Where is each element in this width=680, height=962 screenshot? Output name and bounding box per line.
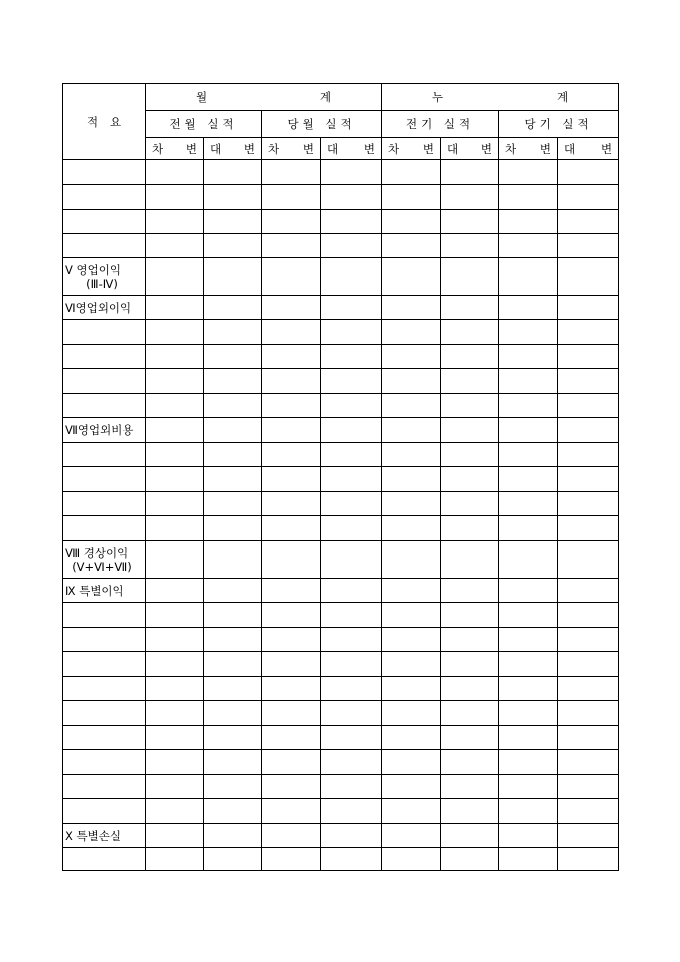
- amount-cell: [321, 579, 382, 603]
- summary-header: 적 요: [63, 84, 146, 160]
- amount-cell: [262, 750, 321, 775]
- this-month-header: 당월 실적: [262, 111, 382, 138]
- amount-cell: [204, 160, 262, 185]
- table-row: [63, 467, 619, 492]
- amount-cell: [204, 701, 262, 726]
- amount-cell: [321, 320, 382, 345]
- amount-cell: [441, 258, 499, 296]
- amount-cell: [382, 258, 441, 296]
- amount-cell: [441, 418, 499, 443]
- amount-cell: [382, 541, 441, 579]
- amount-cell: [558, 516, 619, 541]
- amount-cell: [321, 210, 382, 234]
- amount-cell: [204, 628, 262, 652]
- amount-cell: [262, 320, 321, 345]
- amount-cell: [321, 541, 382, 579]
- amount-cell: [499, 775, 558, 799]
- amount-cell: [262, 345, 321, 369]
- amount-cell: [441, 603, 499, 628]
- prev-month-header: 전월 실적: [146, 111, 262, 138]
- amount-cell: [441, 320, 499, 345]
- amount-cell: [382, 369, 441, 394]
- amount-cell: [321, 185, 382, 210]
- amount-cell: [146, 345, 204, 369]
- amount-cell: [499, 210, 558, 234]
- credit-header: 대 변: [321, 138, 382, 160]
- amount-cell: [499, 652, 558, 677]
- amount-cell: [382, 418, 441, 443]
- amount-cell: [146, 210, 204, 234]
- amount-cell: [558, 160, 619, 185]
- amount-cell: [262, 541, 321, 579]
- row-label: [63, 210, 146, 234]
- amount-cell: [441, 701, 499, 726]
- table-row: [63, 541, 619, 579]
- row-label: Ⅹ 특별손실: [63, 824, 146, 848]
- amount-cell: [146, 296, 204, 320]
- amount-cell: [558, 320, 619, 345]
- amount-cell: [558, 443, 619, 467]
- amount-cell: [146, 628, 204, 652]
- amount-cell: [146, 394, 204, 418]
- amount-cell: [499, 492, 558, 516]
- amount-cell: [262, 418, 321, 443]
- amount-cell: [558, 296, 619, 320]
- amount-cell: [499, 369, 558, 394]
- amount-cell: [382, 296, 441, 320]
- amount-cell: [558, 726, 619, 750]
- amount-cell: [146, 579, 204, 603]
- amount-cell: [146, 492, 204, 516]
- amount-cell: [146, 443, 204, 467]
- amount-cell: [204, 418, 262, 443]
- debit-header: 차 변: [146, 138, 204, 160]
- amount-cell: [321, 394, 382, 418]
- amount-cell: [558, 677, 619, 701]
- table-row: [63, 677, 619, 701]
- amount-cell: [321, 824, 382, 848]
- amount-cell: [441, 394, 499, 418]
- amount-cell: [441, 345, 499, 369]
- amount-cell: [262, 234, 321, 258]
- amount-cell: [499, 603, 558, 628]
- amount-cell: [558, 369, 619, 394]
- table-row: [63, 516, 619, 541]
- table-row: [63, 418, 619, 443]
- cumulative-total-header: 누 계: [382, 84, 619, 111]
- amount-cell: [204, 750, 262, 775]
- debit-header: 차 변: [262, 138, 321, 160]
- amount-cell: [321, 160, 382, 185]
- amount-cell: [382, 443, 441, 467]
- table-row: [63, 603, 619, 628]
- amount-cell: [558, 258, 619, 296]
- amount-cell: [146, 799, 204, 824]
- amount-cell: [441, 443, 499, 467]
- amount-cell: [382, 516, 441, 541]
- amount-cell: [146, 234, 204, 258]
- amount-cell: [499, 418, 558, 443]
- amount-cell: [499, 258, 558, 296]
- amount-cell: [382, 579, 441, 603]
- amount-cell: [382, 726, 441, 750]
- amount-cell: [558, 467, 619, 492]
- amount-cell: [146, 418, 204, 443]
- row-label: [63, 369, 146, 394]
- amount-cell: [146, 467, 204, 492]
- amount-cell: [382, 394, 441, 418]
- table-row: [63, 492, 619, 516]
- amount-cell: [146, 750, 204, 775]
- amount-cell: [146, 726, 204, 750]
- row-label: [63, 726, 146, 750]
- amount-cell: [441, 185, 499, 210]
- amount-cell: [146, 701, 204, 726]
- row-label: [63, 652, 146, 677]
- table-row: [63, 824, 619, 848]
- amount-cell: [321, 628, 382, 652]
- amount-cell: [204, 579, 262, 603]
- table-row: [63, 296, 619, 320]
- amount-cell: [262, 799, 321, 824]
- amount-cell: [382, 848, 441, 871]
- row-label: [63, 185, 146, 210]
- amount-cell: [382, 603, 441, 628]
- table-row: [63, 345, 619, 369]
- table-row: [63, 369, 619, 394]
- amount-cell: [382, 234, 441, 258]
- amount-cell: [204, 345, 262, 369]
- row-label: [63, 320, 146, 345]
- amount-cell: [499, 320, 558, 345]
- amount-cell: [558, 541, 619, 579]
- amount-cell: [146, 516, 204, 541]
- amount-cell: [262, 369, 321, 394]
- amount-cell: [499, 750, 558, 775]
- amount-cell: [441, 516, 499, 541]
- amount-cell: [262, 467, 321, 492]
- row-label: Ⅸ 특별이익: [63, 579, 146, 603]
- amount-cell: [204, 848, 262, 871]
- amount-cell: [441, 492, 499, 516]
- amount-cell: [441, 775, 499, 799]
- amount-cell: [499, 185, 558, 210]
- table-row: [63, 799, 619, 824]
- amount-cell: [204, 541, 262, 579]
- amount-cell: [382, 750, 441, 775]
- amount-cell: [262, 603, 321, 628]
- amount-cell: [441, 541, 499, 579]
- amount-cell: [321, 467, 382, 492]
- amount-cell: [499, 848, 558, 871]
- amount-cell: [146, 848, 204, 871]
- this-period-header: 당기 실적: [499, 111, 619, 138]
- table-row: [63, 652, 619, 677]
- amount-cell: [558, 775, 619, 799]
- amount-cell: [382, 467, 441, 492]
- row-label: [63, 848, 146, 871]
- table-row: [63, 775, 619, 799]
- amount-cell: [499, 296, 558, 320]
- monthly-total-header: 월 계: [146, 84, 382, 111]
- amount-cell: [499, 799, 558, 824]
- amount-cell: [441, 652, 499, 677]
- amount-cell: [441, 234, 499, 258]
- amount-cell: [262, 160, 321, 185]
- amount-cell: [321, 750, 382, 775]
- amount-cell: [321, 775, 382, 799]
- table-row: [63, 579, 619, 603]
- row-label: [63, 799, 146, 824]
- amount-cell: [204, 467, 262, 492]
- amount-cell: [321, 677, 382, 701]
- row-label: [63, 701, 146, 726]
- amount-cell: [262, 775, 321, 799]
- row-label: [63, 345, 146, 369]
- amount-cell: [262, 394, 321, 418]
- amount-cell: [321, 726, 382, 750]
- row-label: Ⅵ영업외이익: [63, 296, 146, 320]
- amount-cell: [204, 775, 262, 799]
- amount-cell: [382, 320, 441, 345]
- amount-cell: [382, 652, 441, 677]
- amount-cell: [499, 516, 558, 541]
- amount-cell: [204, 369, 262, 394]
- row-label: [63, 677, 146, 701]
- row-label: [63, 750, 146, 775]
- amount-cell: [558, 824, 619, 848]
- amount-cell: [499, 824, 558, 848]
- amount-cell: [262, 210, 321, 234]
- amount-cell: [262, 579, 321, 603]
- amount-cell: [146, 541, 204, 579]
- amount-cell: [382, 210, 441, 234]
- amount-cell: [204, 516, 262, 541]
- amount-cell: [262, 824, 321, 848]
- amount-cell: [441, 848, 499, 871]
- table-row: [63, 160, 619, 185]
- amount-cell: [321, 603, 382, 628]
- amount-cell: [558, 750, 619, 775]
- amount-cell: [382, 799, 441, 824]
- debit-header: 차 변: [499, 138, 558, 160]
- amount-cell: [321, 296, 382, 320]
- table-row: [63, 848, 619, 871]
- amount-cell: [382, 677, 441, 701]
- amount-cell: [262, 701, 321, 726]
- debit-header: 차 변: [382, 138, 441, 160]
- amount-cell: [558, 579, 619, 603]
- amount-cell: [499, 467, 558, 492]
- amount-cell: [558, 234, 619, 258]
- amount-cell: [441, 750, 499, 775]
- amount-cell: [262, 848, 321, 871]
- amount-cell: [441, 726, 499, 750]
- amount-cell: [558, 652, 619, 677]
- amount-cell: [262, 516, 321, 541]
- table-row: [63, 394, 619, 418]
- credit-header: 대 변: [441, 138, 499, 160]
- amount-cell: [146, 369, 204, 394]
- amount-cell: [558, 394, 619, 418]
- amount-cell: [499, 234, 558, 258]
- amount-cell: [321, 799, 382, 824]
- amount-cell: [146, 652, 204, 677]
- amount-cell: [441, 799, 499, 824]
- amount-cell: [204, 799, 262, 824]
- amount-cell: [441, 296, 499, 320]
- amount-cell: [321, 701, 382, 726]
- amount-cell: [321, 234, 382, 258]
- amount-cell: [558, 185, 619, 210]
- amount-cell: [441, 579, 499, 603]
- credit-header: 대 변: [558, 138, 619, 160]
- amount-cell: [558, 701, 619, 726]
- amount-cell: [558, 628, 619, 652]
- amount-cell: [146, 824, 204, 848]
- table-row: [63, 628, 619, 652]
- amount-cell: [499, 160, 558, 185]
- row-label: [63, 234, 146, 258]
- amount-cell: [382, 824, 441, 848]
- amount-cell: [321, 345, 382, 369]
- amount-cell: [499, 541, 558, 579]
- amount-cell: [499, 394, 558, 418]
- table-row: [63, 258, 619, 296]
- amount-cell: [204, 394, 262, 418]
- amount-cell: [321, 443, 382, 467]
- amount-cell: [262, 185, 321, 210]
- table-row: [63, 726, 619, 750]
- amount-cell: [204, 296, 262, 320]
- amount-cell: [146, 258, 204, 296]
- amount-cell: [262, 296, 321, 320]
- amount-cell: [499, 628, 558, 652]
- amount-cell: [204, 603, 262, 628]
- amount-cell: [146, 775, 204, 799]
- amount-cell: [558, 848, 619, 871]
- amount-cell: [204, 726, 262, 750]
- amount-cell: [262, 628, 321, 652]
- amount-cell: [382, 345, 441, 369]
- amount-cell: [146, 603, 204, 628]
- ledger-table: [62, 83, 619, 871]
- row-label: [63, 160, 146, 185]
- amount-cell: [321, 369, 382, 394]
- amount-cell: [321, 516, 382, 541]
- amount-cell: [262, 258, 321, 296]
- amount-cell: [558, 799, 619, 824]
- amount-cell: [262, 726, 321, 750]
- row-label: Ⅷ 경상이익 (Ⅴ+Ⅵ+Ⅶ): [63, 541, 146, 579]
- amount-cell: [146, 160, 204, 185]
- amount-cell: [382, 701, 441, 726]
- amount-cell: [146, 320, 204, 345]
- prev-period-header: 전기 실적: [382, 111, 499, 138]
- table-row: [63, 234, 619, 258]
- amount-cell: [441, 824, 499, 848]
- row-label: [63, 467, 146, 492]
- amount-cell: [204, 258, 262, 296]
- amount-cell: [204, 652, 262, 677]
- amount-cell: [382, 492, 441, 516]
- table-row: [63, 443, 619, 467]
- amount-cell: [204, 824, 262, 848]
- amount-cell: [321, 258, 382, 296]
- amount-cell: [558, 603, 619, 628]
- amount-cell: [321, 418, 382, 443]
- row-label: Ⅴ 영업이익 (Ⅲ-Ⅳ): [63, 258, 146, 296]
- amount-cell: [204, 320, 262, 345]
- amount-cell: [146, 185, 204, 210]
- amount-cell: [499, 677, 558, 701]
- amount-cell: [558, 418, 619, 443]
- row-label: [63, 394, 146, 418]
- amount-cell: [499, 579, 558, 603]
- amount-cell: [146, 677, 204, 701]
- row-label: [63, 603, 146, 628]
- amount-cell: [499, 701, 558, 726]
- row-label: Ⅶ영업외비용: [63, 418, 146, 443]
- amount-cell: [441, 210, 499, 234]
- amount-cell: [441, 467, 499, 492]
- row-label: [63, 492, 146, 516]
- table-row: [63, 320, 619, 345]
- amount-cell: [204, 677, 262, 701]
- amount-cell: [499, 726, 558, 750]
- amount-cell: [558, 345, 619, 369]
- amount-cell: [262, 652, 321, 677]
- amount-cell: [382, 628, 441, 652]
- amount-cell: [321, 652, 382, 677]
- amount-cell: [204, 185, 262, 210]
- amount-cell: [204, 492, 262, 516]
- amount-cell: [441, 677, 499, 701]
- credit-header: 대 변: [204, 138, 262, 160]
- amount-cell: [558, 492, 619, 516]
- amount-cell: [321, 492, 382, 516]
- amount-cell: [499, 443, 558, 467]
- row-label: [63, 628, 146, 652]
- amount-cell: [382, 160, 441, 185]
- amount-cell: [204, 210, 262, 234]
- table-row: [63, 185, 619, 210]
- table-row: [63, 210, 619, 234]
- amount-cell: [499, 345, 558, 369]
- amount-cell: [262, 492, 321, 516]
- amount-cell: [441, 369, 499, 394]
- amount-cell: [382, 185, 441, 210]
- table-row: [63, 750, 619, 775]
- amount-cell: [204, 234, 262, 258]
- amount-cell: [558, 210, 619, 234]
- table-row: [63, 701, 619, 726]
- amount-cell: [204, 443, 262, 467]
- row-label: [63, 516, 146, 541]
- row-label: [63, 443, 146, 467]
- amount-cell: [262, 677, 321, 701]
- amount-cell: [262, 443, 321, 467]
- row-label: [63, 775, 146, 799]
- amount-cell: [382, 775, 441, 799]
- amount-cell: [441, 160, 499, 185]
- amount-cell: [321, 848, 382, 871]
- amount-cell: [441, 628, 499, 652]
